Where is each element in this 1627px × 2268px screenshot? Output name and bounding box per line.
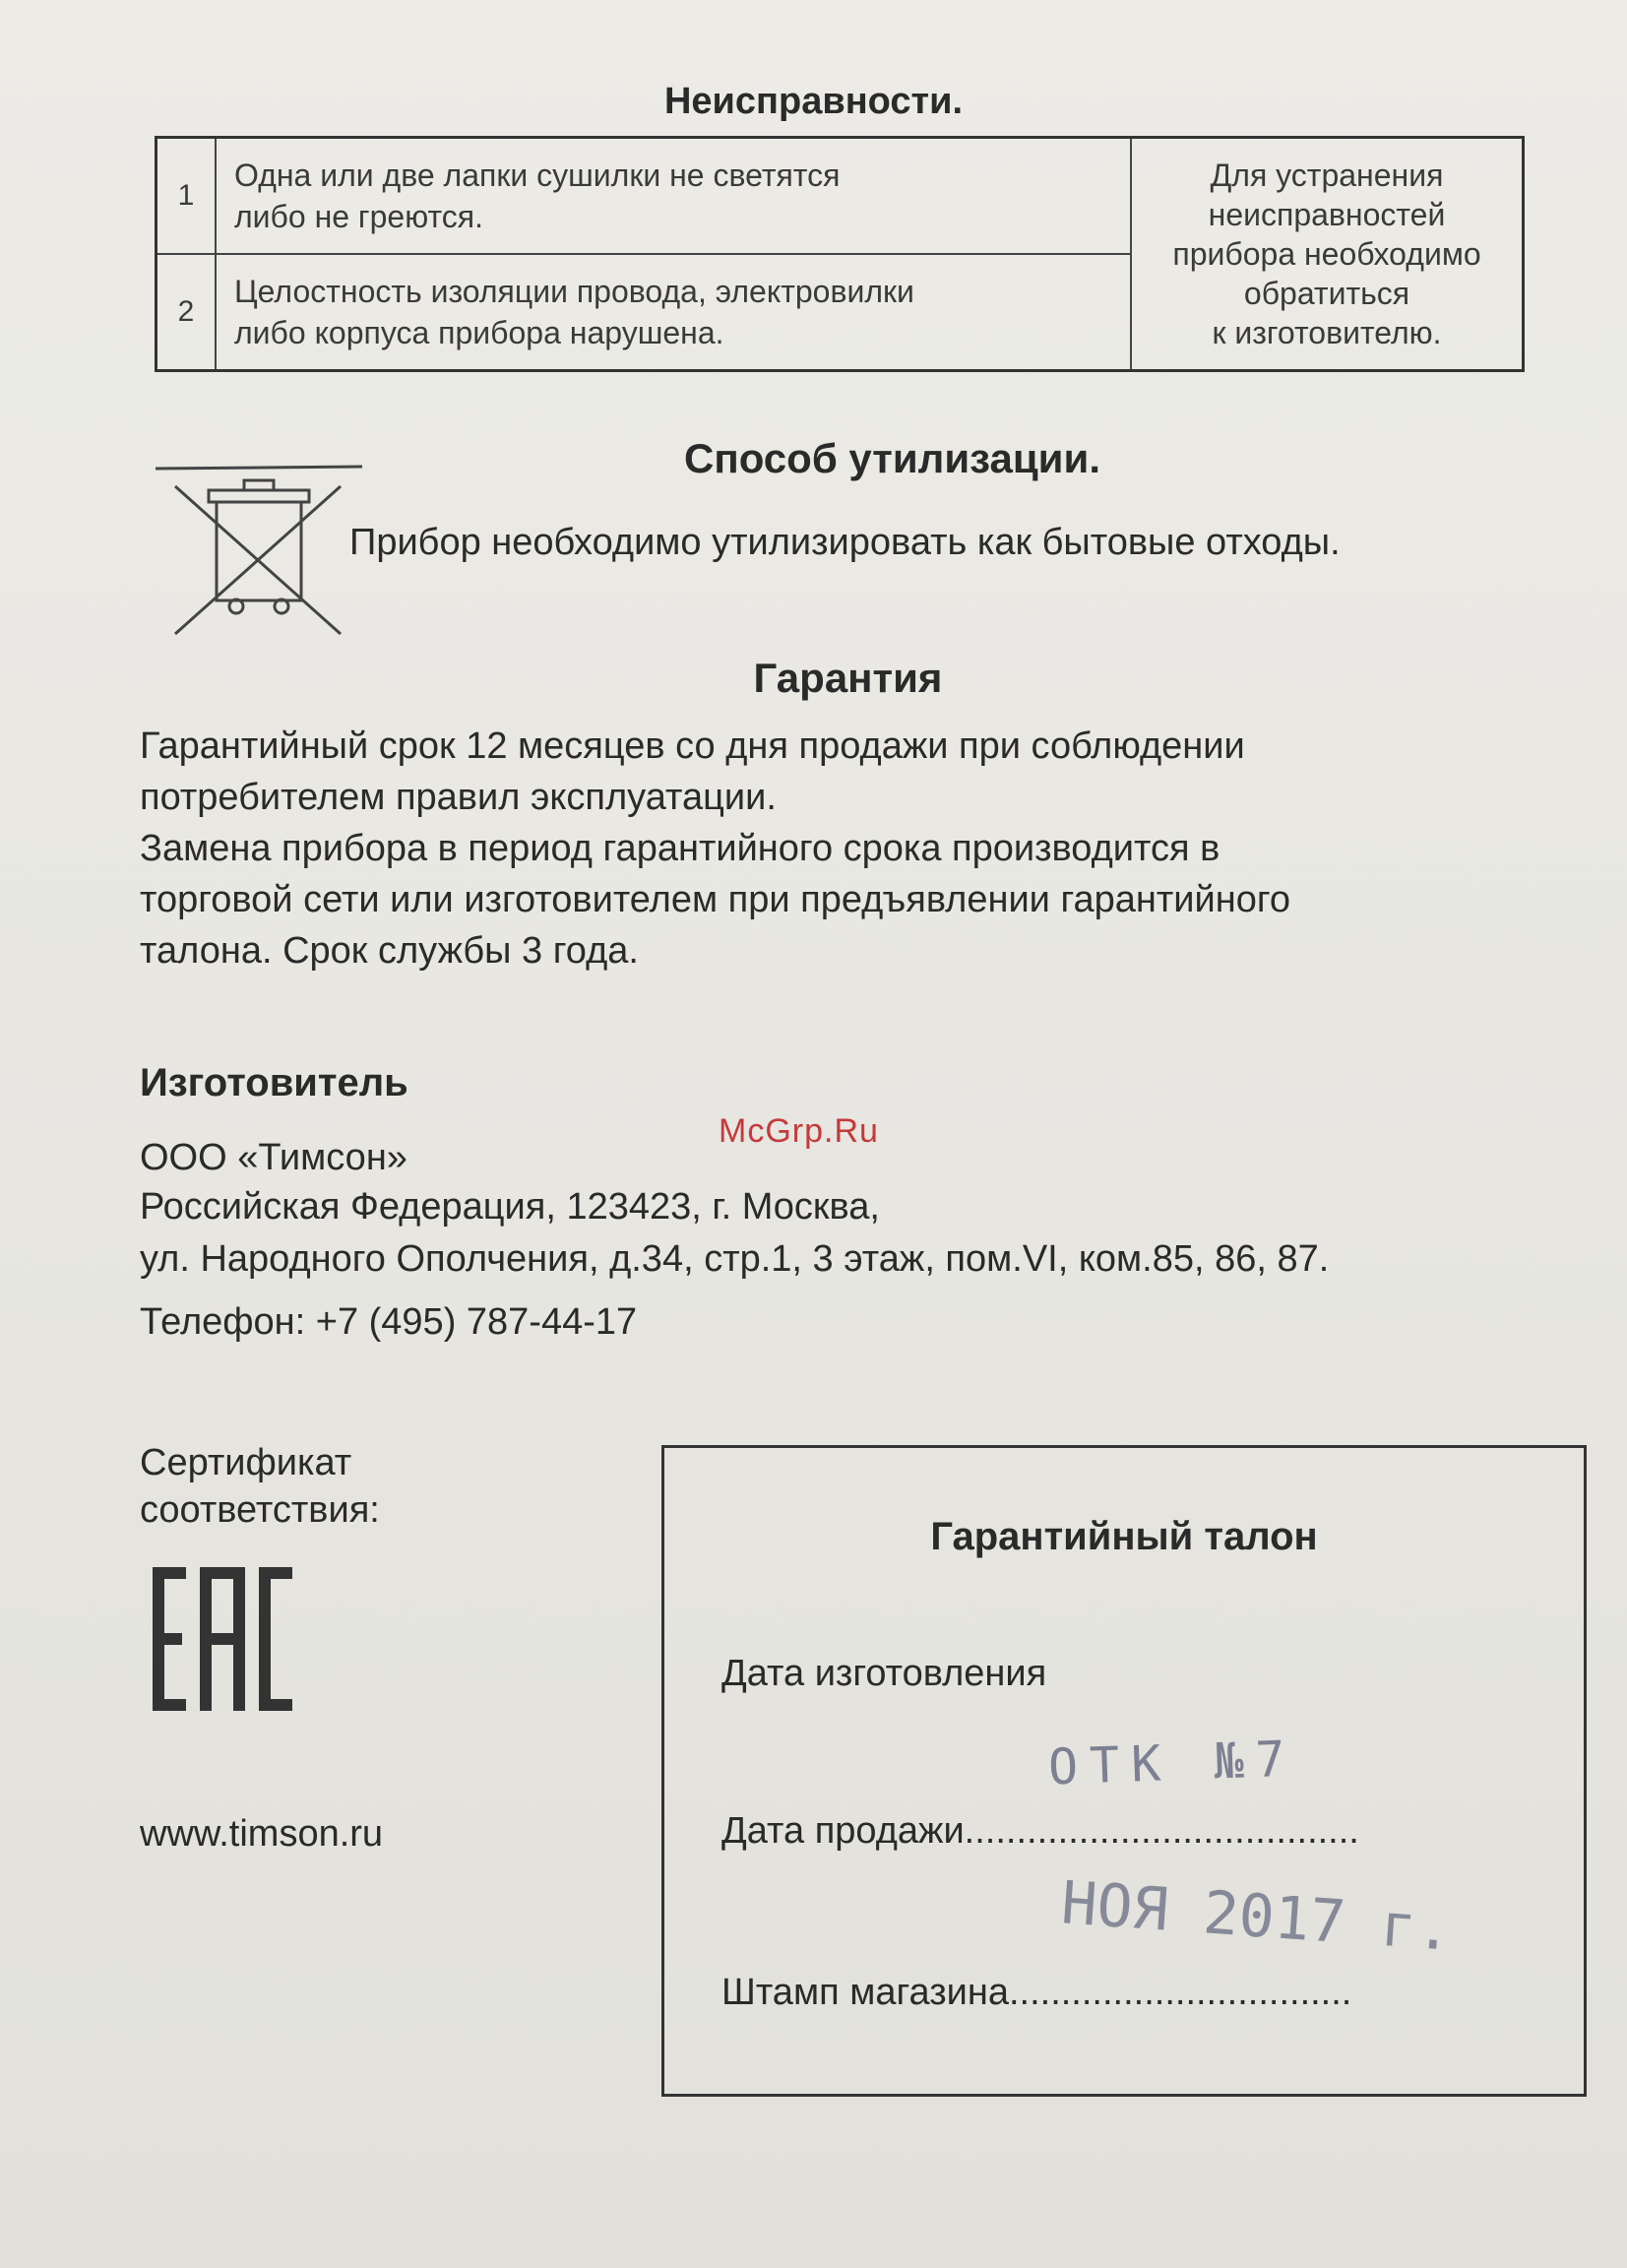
watermark: McGrp.Ru (719, 1112, 879, 1150)
fault-description-line: либо корпуса прибора нарушена. (234, 315, 724, 350)
fault-description (216, 138, 1131, 255)
faults-title: Неисправности. (663, 81, 964, 122)
warranty-text-line: Замена прибора в период гарантийного срока производится в (140, 828, 1220, 869)
fault-action-line: неисправностей (1208, 197, 1446, 232)
manufacture-date-field: Дата изготовления (721, 1653, 1047, 1694)
manufacturer-company: ООО «Тимсон» (140, 1137, 407, 1178)
manufacturer-address-line: Российская Федерация, 123423, г. Москва, (140, 1186, 880, 1228)
manufacturer-title: Изготовитель (140, 1061, 408, 1104)
manufacturer-phone: Телефон: +7 (495) 787-44-17 (140, 1301, 638, 1343)
faults-table (155, 136, 1525, 372)
disposal-title: Способ утилизации. (684, 435, 1100, 481)
fault-action-line: прибора необходимо (1172, 236, 1481, 272)
fault-action-line: Для устранения (1210, 158, 1444, 193)
certificate-label (140, 1439, 465, 1534)
fault-description-line: Целостность изоляции провода, электровилки (234, 274, 914, 309)
disposal-text: Прибор необходимо утилизировать как бытовые отходы. (349, 522, 1341, 563)
fault-action-line: обратиться (1243, 276, 1410, 311)
certificate-label-line: соответствия: (140, 1489, 380, 1531)
warranty-text-line: талона. Срок службы 3 года. (140, 930, 639, 972)
sale-date-stamp: НОЯ 2017 г. (1059, 1868, 1455, 1965)
certificate-label-line: Сертификат (140, 1442, 352, 1483)
fault-action (1131, 138, 1524, 371)
fault-number: 1 (156, 138, 217, 255)
fault-description (216, 254, 1131, 371)
crossed-bin-icon (156, 463, 362, 638)
table-row (156, 138, 1524, 255)
warranty-title: Гарантия (753, 655, 943, 701)
fault-description-line: Одна или две лапки сушилки не светятся (234, 158, 841, 193)
warranty-text-line: Гарантийный срок 12 месяцев со дня продажи при соблюдении (140, 725, 1245, 767)
warranty-text-line: потребителем правил эксплуатации. (140, 777, 777, 818)
otk-stamp: ОТК №7 (1047, 1730, 1298, 1796)
fault-number: 2 (156, 254, 217, 371)
manufacturer-address-line: ул. Народного Ополчения, д.34, стр.1, 3 этаж, пом.VI, ком.85, 86, 87. (140, 1238, 1330, 1280)
coupon-title: Гарантийный талон (930, 1515, 1318, 1558)
warranty-text-line: торговой сети или изготовителем при предъявлении гарантийного (140, 879, 1291, 920)
fault-action-line: к изготовителю. (1212, 315, 1442, 350)
fault-description-line: либо не греются. (234, 199, 483, 234)
sale-date-field[interactable]: Дата продажи...................................... (721, 1810, 1359, 1852)
eac-logo (151, 1565, 293, 1713)
store-stamp-field[interactable]: Штамп магазина................................. (721, 1972, 1352, 2013)
website-link[interactable]: www.timson.ru (140, 1813, 384, 1855)
